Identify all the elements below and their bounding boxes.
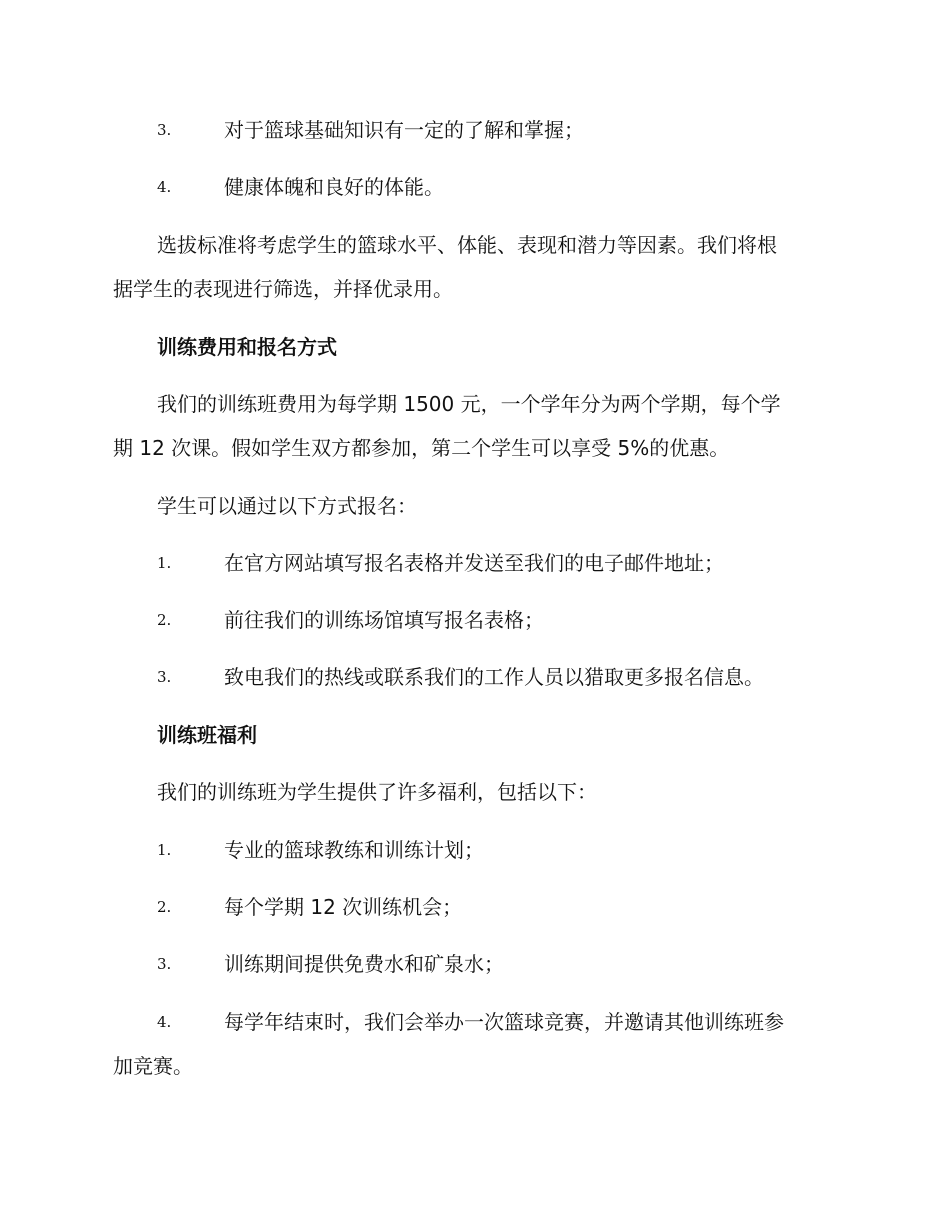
selection-paragraph-line-1: 选拔标准将考虑学生的篮球水平、体能、表现和潜力等因素。我们将根 — [157, 233, 777, 257]
benefit-item-4-continuation: 加竞赛。 — [113, 1054, 193, 1078]
benefits-intro: 我们的训练班为学生提供了许多福利，包括以下： — [157, 780, 597, 804]
signup-intro: 学生可以通过以下方式报名： — [157, 494, 417, 518]
requirement-item-4 — [0, 172, 950, 202]
signup-item-1 — [0, 548, 950, 578]
list-number: 2. — [157, 898, 172, 916]
list-number: 3. — [157, 121, 172, 139]
list-number: 2. — [157, 611, 172, 629]
list-item-text: 训练期间提供免费水和矿泉水； — [224, 952, 504, 976]
list-item-text: 每学年结束时，我们会举办一次篮球竞赛，并邀请其他训练班参 — [224, 1010, 784, 1034]
list-item-text: 健康体魄和良好的体能。 — [224, 175, 444, 199]
list-number: 4. — [157, 1013, 172, 1031]
list-number: 3. — [157, 955, 172, 973]
list-item-text: 致电我们的热线或联系我们的工作人员以猎取更多报名信息。 — [224, 665, 764, 689]
selection-paragraph-line-2: 据学生的表现进行筛选，并择优录用。 — [113, 277, 453, 301]
benefit-item-2 — [0, 892, 950, 922]
list-item-text: 对于篮球基础知识有一定的了解和掌握； — [224, 118, 584, 142]
list-number: 4. — [157, 178, 172, 196]
fees-paragraph-line-1: 我们的训练班费用为每学期 1500 元，一个学年分为两个学期，每个学 — [157, 392, 781, 416]
list-item-text: 前往我们的训练场馆填写报名表格； — [224, 608, 544, 632]
benefit-item-4 — [0, 1007, 950, 1037]
list-number: 3. — [157, 668, 172, 686]
list-item-text: 每个学期 12 次训练机会； — [224, 895, 463, 919]
requirement-item-3 — [0, 115, 950, 145]
list-item-text: 在官方网站填写报名表格并发送至我们的电子邮件地址； — [224, 551, 724, 575]
list-number: 1. — [157, 554, 172, 572]
fees-heading: 训练费用和报名方式 — [157, 335, 337, 359]
benefit-item-1 — [0, 835, 950, 865]
benefits-heading: 训练班福利 — [157, 723, 257, 747]
signup-item-2 — [0, 605, 950, 635]
benefit-item-3 — [0, 949, 950, 979]
fees-paragraph-line-2: 期 12 次课。假如学生双方都参加，第二个学生可以享受 5%的优惠。 — [113, 436, 730, 460]
signup-item-3 — [0, 662, 950, 692]
list-number: 1. — [157, 841, 172, 859]
list-item-text: 专业的篮球教练和训练计划； — [224, 838, 484, 862]
